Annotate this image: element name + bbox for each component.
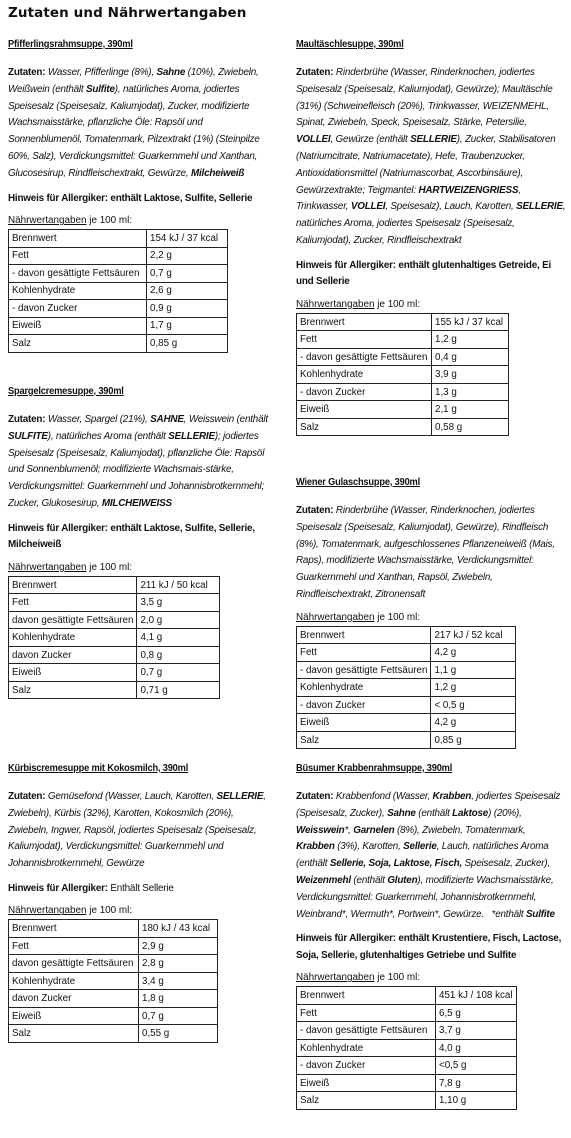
nutrient-value: 2,6 g [147, 282, 228, 300]
nutrient-name: Brennwert [297, 626, 431, 644]
nutrient-value: 3,4 g [139, 972, 218, 990]
nutrient-name: Fett [9, 247, 147, 265]
ingredients-label: Zutaten: [296, 67, 334, 78]
table-row [9, 265, 228, 283]
table-row [9, 300, 228, 318]
nutrition-heading-label: Nährwertangaben [296, 298, 375, 310]
table-row [297, 987, 517, 1005]
nutrient-name: Salz [297, 731, 431, 749]
nutrient-name: Salz [297, 418, 432, 436]
nutrient-name: Brennwert [9, 230, 147, 248]
nutrient-value: 3,9 g [432, 366, 509, 384]
ingredients-list: Rinderbrühe (Wasser, Rinderknochen, jodiertes Speisesalz (Speisesalz, Kaliumjodat), Gewürze); Maultäschle (31%) (Schweinefleisch (20%), Trinkwasser, WEIZENMEHL, Spinat, Zwiebeln, Speck, Speisesalz, Stärke, Petersilie, VOLLEI, Gewürze (enthält SELLERIE), Zucker, Stabilisatoren (Natriumcitrate, Natriumacetate), Hefe, Traubenzucker, Antioxidationsmittel (Natriumascorbat, Ascorbinsäure), Gewürzextrakte; Teigmantel: HARTWEIZENGRIESS, Trinkwasser, VOLLEI, Speisesalz), Lauch, Karotten, SELLERIE, natürliches Aroma, jodiertes Speisesalz (Speisesalz, Kaliumjodat), Zucker, Rindfleischextrakt [296, 67, 566, 246]
nutrient-value: 217 kJ / 52 kcal [431, 626, 516, 644]
nutrition-table [8, 576, 220, 700]
table-row [297, 1039, 517, 1057]
nutrient-value: 211 kJ / 50 kcal [137, 576, 220, 594]
table-row [297, 348, 509, 366]
nutrition-heading-label: Nährwertangaben [296, 972, 375, 984]
table-row [297, 366, 509, 384]
nutrient-name: Eiweiß [297, 1074, 436, 1092]
nutrient-name: - davon Zucker [297, 696, 431, 714]
ingredients-list: Gemüsefond (Wasser, Lauch, Karotten, SELLERIE, Zwiebeln), Kürbis (32%), Karotten, Kokosmilch (20%), Zwiebeln, Ingwer, Rapsöl, jodiertes Speisesalz (Speisesalz, Kaliumjodat), Verdickungsmittel: Guarkernmehl und Johannisbrotkernmehl, Gewürze [8, 791, 266, 870]
soup-title: Pfifferlingsrahmsuppe, 390ml [8, 39, 133, 50]
nutrient-name: Kohlenhydrate [297, 366, 432, 384]
nutrient-name: Salz [9, 1025, 139, 1043]
nutrient-name: Eiweiß [9, 664, 137, 682]
table-row [297, 679, 516, 697]
allergy-label: Hinweis für Allergiker: [296, 259, 396, 271]
nutrient-name: Fett [297, 1004, 436, 1022]
allergy-text: enthält Krustentiere, Fisch, Lactose, Soja, Sellerie, glutenhaltiges Getriebe und Sulfite [296, 933, 562, 961]
table-row [9, 629, 220, 647]
nutrient-name: Salz [9, 335, 147, 353]
ingredients-list: Wasser, Pfifferlinge (8%), Sahne (10%), Zwiebeln, Weißwein (enthält Sulfite), natürliches Aroma, jodiertes Speisesalz (Speisesalz, Kaliumjodat), Zucker, modifizierte Wachsmaisstärke, pflanzliche Öle: Rapsöl und Sonnenblumenöl, Tomatenmark, Pilzextrakt (1%) (Steinpilze 60%, Salz), Verdickungsmittel: Guarkernmehl und Xanthan, Glucosesirup, Rindfleischextrakt, Gewürze, Milcheiweiß [8, 67, 260, 179]
allergy-note [8, 191, 270, 208]
ingredients-text [296, 65, 566, 250]
table-row [9, 920, 218, 938]
nutrition-heading-per100: je 100 ml: [374, 298, 421, 310]
nutrition-heading-label: Nährwertangaben [8, 905, 87, 917]
nutrient-value: 2,9 g [139, 937, 218, 955]
nutrient-value: 0,9 g [147, 300, 228, 318]
allergy-label: Hinweis für Allergiker: [8, 192, 108, 204]
table-row [9, 594, 220, 612]
nutrient-value: 1,1 g [431, 661, 516, 679]
soup-gulasch [296, 477, 566, 749]
nutrient-value: 1,2 g [431, 679, 516, 697]
table-row [297, 418, 509, 436]
nutrient-value: 2,8 g [139, 955, 218, 973]
nutrient-name: Fett [9, 594, 137, 612]
nutrient-name: davon gesättigte Fettsäuren [9, 955, 139, 973]
nutrient-value: 451 kJ / 108 kcal [436, 987, 517, 1005]
nutrient-name: Kohlenhydrate [9, 629, 137, 647]
ingredients-label: Zutaten: [8, 414, 46, 425]
nutrient-name: Eiweiß [9, 1007, 139, 1025]
table-row [297, 714, 516, 732]
nutrient-value: 3,7 g [436, 1022, 517, 1040]
nutrient-value: 2,0 g [137, 611, 220, 629]
table-row [9, 317, 228, 335]
allergy-label: Hinweis für Allergiker: [8, 882, 108, 894]
nutrient-name: - davon gesättigte Fettsäuren [297, 1022, 436, 1040]
allergy-note [296, 258, 566, 291]
nutrient-name: - davon Zucker [9, 300, 147, 318]
nutrient-value: 180 kJ / 43 kcal [139, 920, 218, 938]
nutrition-heading [296, 298, 566, 311]
allergy-text: enthält Laktose, Sulfite, Sellerie, Milcheiweiß [8, 522, 255, 551]
nutrient-value: 7,8 g [436, 1074, 517, 1092]
soup-title: Spargelcremesuppe, 390ml [8, 386, 124, 397]
nutrient-value: < 0,5 g [431, 696, 516, 714]
nutrient-name: davon Zucker [9, 646, 137, 664]
table-row [297, 644, 516, 662]
ingredients-text [8, 65, 270, 183]
nutrient-value: 4,0 g [436, 1039, 517, 1057]
nutrition-table [296, 313, 509, 437]
ingredients-text [8, 412, 270, 513]
allergy-label: Hinweis für Allergiker: [8, 522, 108, 534]
table-row [9, 990, 218, 1008]
table-row [9, 972, 218, 990]
nutrient-value: 2,1 g [432, 401, 509, 419]
nutrient-value: 1,2 g [432, 331, 509, 349]
table-row [297, 626, 516, 644]
ingredients-list: Rinderbrühe (Wasser, Rinderknochen, jodiertes Speisesalz (Speisesalz, Kaliumjodat), Gewürze), Rindfleisch (8%), Tomatenmark, aufgeschlossenes Pflanzeneiweiß (Mais, Raps), modifizierte Wachsmaisstärke, Verdickungsmittel: Guarkernmehl und Xanthan, Rapsöl, Zwiebeln, Rindfleischextrakt, Zitronensaft [296, 505, 555, 600]
nutrition-heading [8, 214, 270, 227]
soup-krabben [296, 763, 566, 1110]
nutrient-name: Brennwert [297, 987, 436, 1005]
table-row [9, 576, 220, 594]
nutrient-value: 0,8 g [137, 646, 220, 664]
nutrient-name: Kohlenhydrate [9, 282, 147, 300]
table-row [9, 611, 220, 629]
nutrient-name: Brennwert [297, 313, 432, 331]
allergy-text: Enthält Sellerie [107, 882, 174, 894]
allergy-note [8, 521, 270, 554]
nutrition-heading-label: Nährwertangaben [8, 215, 87, 227]
nutrient-name: Kohlenhydrate [297, 679, 431, 697]
nutrient-name: Kohlenhydrate [9, 972, 139, 990]
nutrition-table [8, 919, 218, 1043]
nutrient-name: - davon Zucker [297, 1057, 436, 1075]
nutrient-value: 1,10 g [436, 1092, 517, 1110]
ingredients-text [296, 789, 566, 923]
table-row [297, 696, 516, 714]
nutrient-value: 1,8 g [139, 990, 218, 1008]
table-row [297, 1092, 517, 1110]
soup-maultaeschle [296, 39, 566, 436]
nutrient-value: 4,2 g [431, 644, 516, 662]
soup-title: Maultäschlesuppe, 390ml [296, 39, 404, 50]
nutrition-heading-label: Nährwertangaben [296, 611, 375, 623]
nutrition-heading-per100: je 100 ml: [374, 611, 421, 623]
table-row [297, 661, 516, 679]
table-row [9, 247, 228, 265]
nutrition-table [8, 229, 228, 353]
allergy-text: enthält Laktose, Sulfite, Sellerie [107, 192, 253, 204]
table-row [9, 955, 218, 973]
nutrient-value: 0,7 g [139, 1007, 218, 1025]
soup-kuerbis [8, 763, 270, 1043]
ingredients-text [296, 503, 566, 604]
table-row [297, 383, 509, 401]
allergy-note [8, 881, 270, 898]
nutrient-value: 155 kJ / 37 kcal [432, 313, 509, 331]
nutrient-name: davon gesättigte Fettsäuren [9, 611, 137, 629]
table-row [9, 646, 220, 664]
ingredients-label: Zutaten: [296, 791, 334, 802]
nutrition-heading-per100: je 100 ml: [86, 561, 133, 573]
nutrient-name: Brennwert [9, 576, 137, 594]
ingredients-text [8, 789, 270, 873]
table-row [9, 1007, 218, 1025]
nutrient-name: Eiweiß [9, 317, 147, 335]
table-row [297, 1057, 517, 1075]
table-row [297, 1022, 517, 1040]
table-row [297, 1074, 517, 1092]
ingredients-list: Wasser, Spargel (21%), SAHNE, Weisswein (enthält SULFITE), natürliches Aroma (enthält SELLERIE); jodiertes Speisesalz (Speisesalz, Kaliumjodat), pflanzliche Öle: Rapsöl und Sonnenblumenöl; modifizierte Wachsmais-stärke, Verdickungsmittel: Guarkernmehl und Johannisbrotkernmehl; Zucker, Glukosesirup, MILCHEIWEISS [8, 414, 268, 509]
nutrient-value: 0,85 g [431, 731, 516, 749]
nutrient-name: davon Zucker [9, 990, 139, 1008]
nutrient-value: 0,71 g [137, 681, 220, 699]
nutrient-value: 0,4 g [432, 348, 509, 366]
nutrition-heading [296, 971, 566, 984]
nutrient-value: 0,7 g [147, 265, 228, 283]
table-row [9, 335, 228, 353]
table-row [9, 230, 228, 248]
nutrient-name: - davon gesättigte Fettsäuren [297, 348, 432, 366]
nutrition-heading-per100: je 100 ml: [86, 215, 133, 227]
nutrient-name: - davon gesättigte Fettsäuren [297, 661, 431, 679]
table-row [9, 664, 220, 682]
nutrient-name: Eiweiß [297, 714, 431, 732]
nutrient-value: 2,2 g [147, 247, 228, 265]
table-row [297, 313, 509, 331]
table-row [9, 282, 228, 300]
nutrient-name: Salz [297, 1092, 436, 1110]
nutrient-value: 0,58 g [432, 418, 509, 436]
allergy-text: enthält glutenhaltiges Getreide, Ei und Sellerie [296, 259, 552, 288]
nutrient-name: Fett [297, 644, 431, 662]
nutrition-heading [296, 611, 566, 624]
nutrient-value: 6,5 g [436, 1004, 517, 1022]
allergy-label: Hinweis für Allergiker: [296, 933, 396, 945]
ingredients-list: Krabbenfond (Wasser, Krabben, jodiertes Speisesalz (Speisesalz, Zucker), Sahne (enthält Laktose) (20%), Weisswein*, Garnelen (8%), Zwiebeln, Tomatenmark, Krabben (3%), Karotten, Sellerie, Lauch, natürliches Aroma (enthält Sellerie, Soja, Laktose, Fisch, Speisesalz, Zucker), Weizenmehl (enthält Gluten), modifizierte Wachsmaisstärke, Verdickungsmittel: Guarkernmehl, Johannisbrotkernmehl, Weinbrand*, Wermuth*, Portwein*, Gewürze. *enthält Sulfite [296, 791, 561, 920]
nutrient-value: 3,5 g [137, 594, 220, 612]
table-row [297, 401, 509, 419]
nutrient-name: Fett [297, 331, 432, 349]
soup-title: Büsumer Krabbenrahmsuppe, 390ml [296, 763, 453, 774]
nutrient-value: 0,85 g [147, 335, 228, 353]
soup-title: Kürbiscremesuppe mit Kokosmilch, 390ml [8, 763, 189, 774]
table-row [9, 681, 220, 699]
nutrition-table [296, 986, 517, 1110]
nutrient-name: Brennwert [9, 920, 139, 938]
table-row [9, 937, 218, 955]
nutrient-value: 1,7 g [147, 317, 228, 335]
nutrient-name: Salz [9, 681, 137, 699]
ingredients-label: Zutaten: [8, 791, 46, 802]
nutrition-table [296, 626, 516, 750]
nutrient-name: Kohlenhydrate [297, 1039, 436, 1057]
nutrient-value: 0,7 g [137, 664, 220, 682]
nutrition-heading-per100: je 100 ml: [374, 972, 421, 984]
nutrition-heading-label: Nährwertangaben [8, 561, 87, 573]
nutrient-value: 4,1 g [137, 629, 220, 647]
ingredients-label: Zutaten: [296, 505, 334, 516]
nutrient-name: - davon Zucker [297, 383, 432, 401]
ingredients-label: Zutaten: [8, 67, 46, 78]
nutrient-value: <0,5 g [436, 1057, 517, 1075]
nutrient-value: 0,55 g [139, 1025, 218, 1043]
page-title: Zutaten und Nährwertangaben [8, 5, 247, 21]
soup-title: Wiener Gulaschsuppe, 390ml [296, 477, 421, 488]
nutrient-name: Eiweiß [297, 401, 432, 419]
table-row [297, 331, 509, 349]
table-row [297, 1004, 517, 1022]
nutrient-value: 4,2 g [431, 714, 516, 732]
nutrition-heading [8, 561, 270, 574]
soup-pfifferling [8, 39, 270, 353]
nutrient-name: - davon gesättigte Fettsäuren [9, 265, 147, 283]
table-row [9, 1025, 218, 1043]
soup-spargel [8, 386, 270, 699]
nutrient-value: 1,3 g [432, 383, 509, 401]
table-row [297, 731, 516, 749]
nutrition-heading [8, 904, 270, 917]
allergy-note [296, 931, 566, 964]
nutrient-value: 154 kJ / 37 kcal [147, 230, 228, 248]
nutrition-heading-per100: je 100 ml: [86, 905, 133, 917]
nutrient-name: Fett [9, 937, 139, 955]
